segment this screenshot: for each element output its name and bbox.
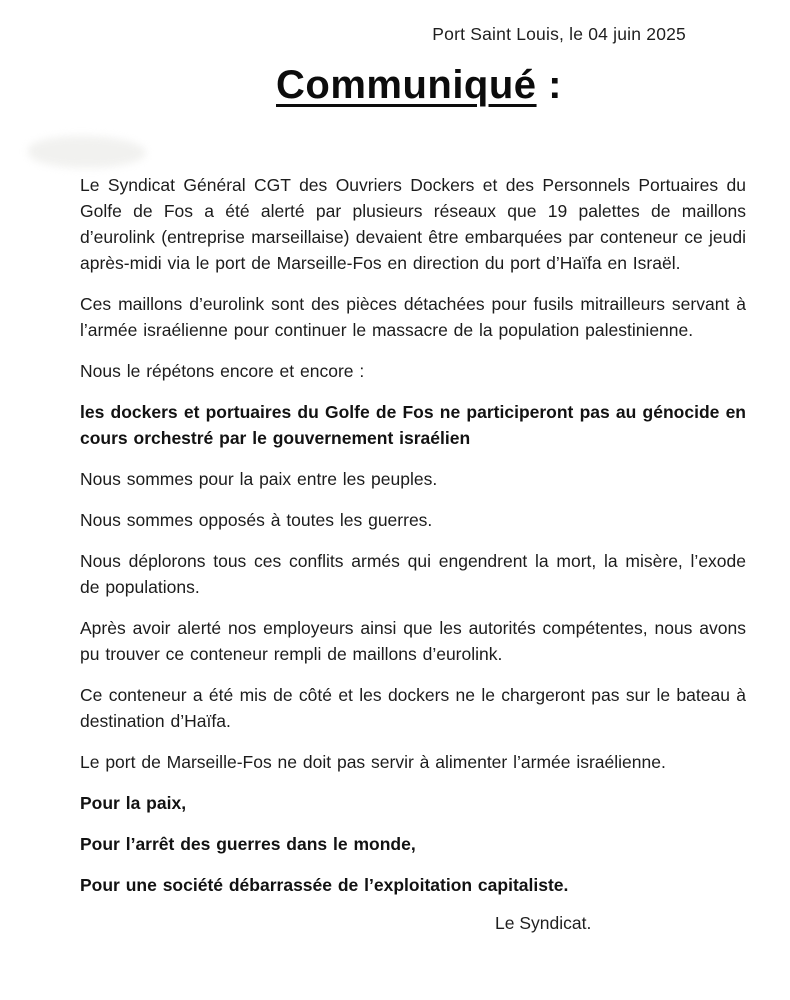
paragraph-declaration: les dockers et portuaires du Golfe de Fos ne participeront pas au génocide en cours orchestré par le gouvernement israélien [80, 402, 746, 448]
paragraph-maillons: Ces maillons d’eurolink sont des pièces détachées pour fusils mitrailleurs servant à l’armée israélienne pour continuer le massacre de la population palestinienne. [80, 294, 746, 340]
paragraph-intro: Le Syndicat Général CGT des Ouvriers Dockers et des Personnels Portuaires du Golfe de Fos a été alerté par plusieurs réseaux que 19 palettes de maillons d’eurolink (entreprise marseillaise) devaient être embarquées par conteneur ce jeudi après-midi via le port de Marseille-Fos en direction du port d’Haïfa en Israël. [80, 175, 746, 273]
paragraph-conteneur: Ce conteneur a été mis de côté et les dockers ne le chargeront pas sur le bateau à destination d’Haïfa. [80, 685, 746, 731]
date-line: Port Saint Louis, le 04 juin 2025 [432, 24, 686, 44]
paragraph-pour-la-paix: Pour la paix, [80, 793, 187, 813]
title-wrap [0, 63, 790, 108]
paragraph-apres-alerte: Après avoir alerté nos employeurs ainsi que les autorités compétentes, nous avons pu trouver ce conteneur rempli de maillons d’eurolink. [80, 618, 746, 664]
page-title-text: Communiqué [276, 63, 537, 107]
paragraph-port: Le port de Marseille-Fos ne doit pas servir à alimenter l’armée israélienne. [80, 752, 666, 772]
erased-logo-smudge [28, 136, 146, 168]
paragraph-arret-guerres: Pour l’arrêt des guerres dans le monde, [80, 834, 416, 854]
paragraph-opposes: Nous sommes opposés à toutes les guerres. [80, 510, 433, 530]
paragraph-paix-peuples: Nous sommes pour la paix entre les peuples. [80, 469, 438, 489]
paragraph-deplorons: Nous déplorons tous ces conflits armés qui engendrent la mort, la misère, l’exode de populations. [80, 551, 746, 597]
paragraph-societe: Pour une société débarrassée de l’exploitation capitaliste. [80, 875, 569, 895]
page-title [276, 63, 562, 107]
document-body [80, 172, 746, 934]
signature: Le Syndicat. [495, 913, 592, 933]
paragraph-repetons: Nous le répétons encore et encore : [80, 361, 365, 381]
page-title-colon: : [536, 63, 562, 107]
